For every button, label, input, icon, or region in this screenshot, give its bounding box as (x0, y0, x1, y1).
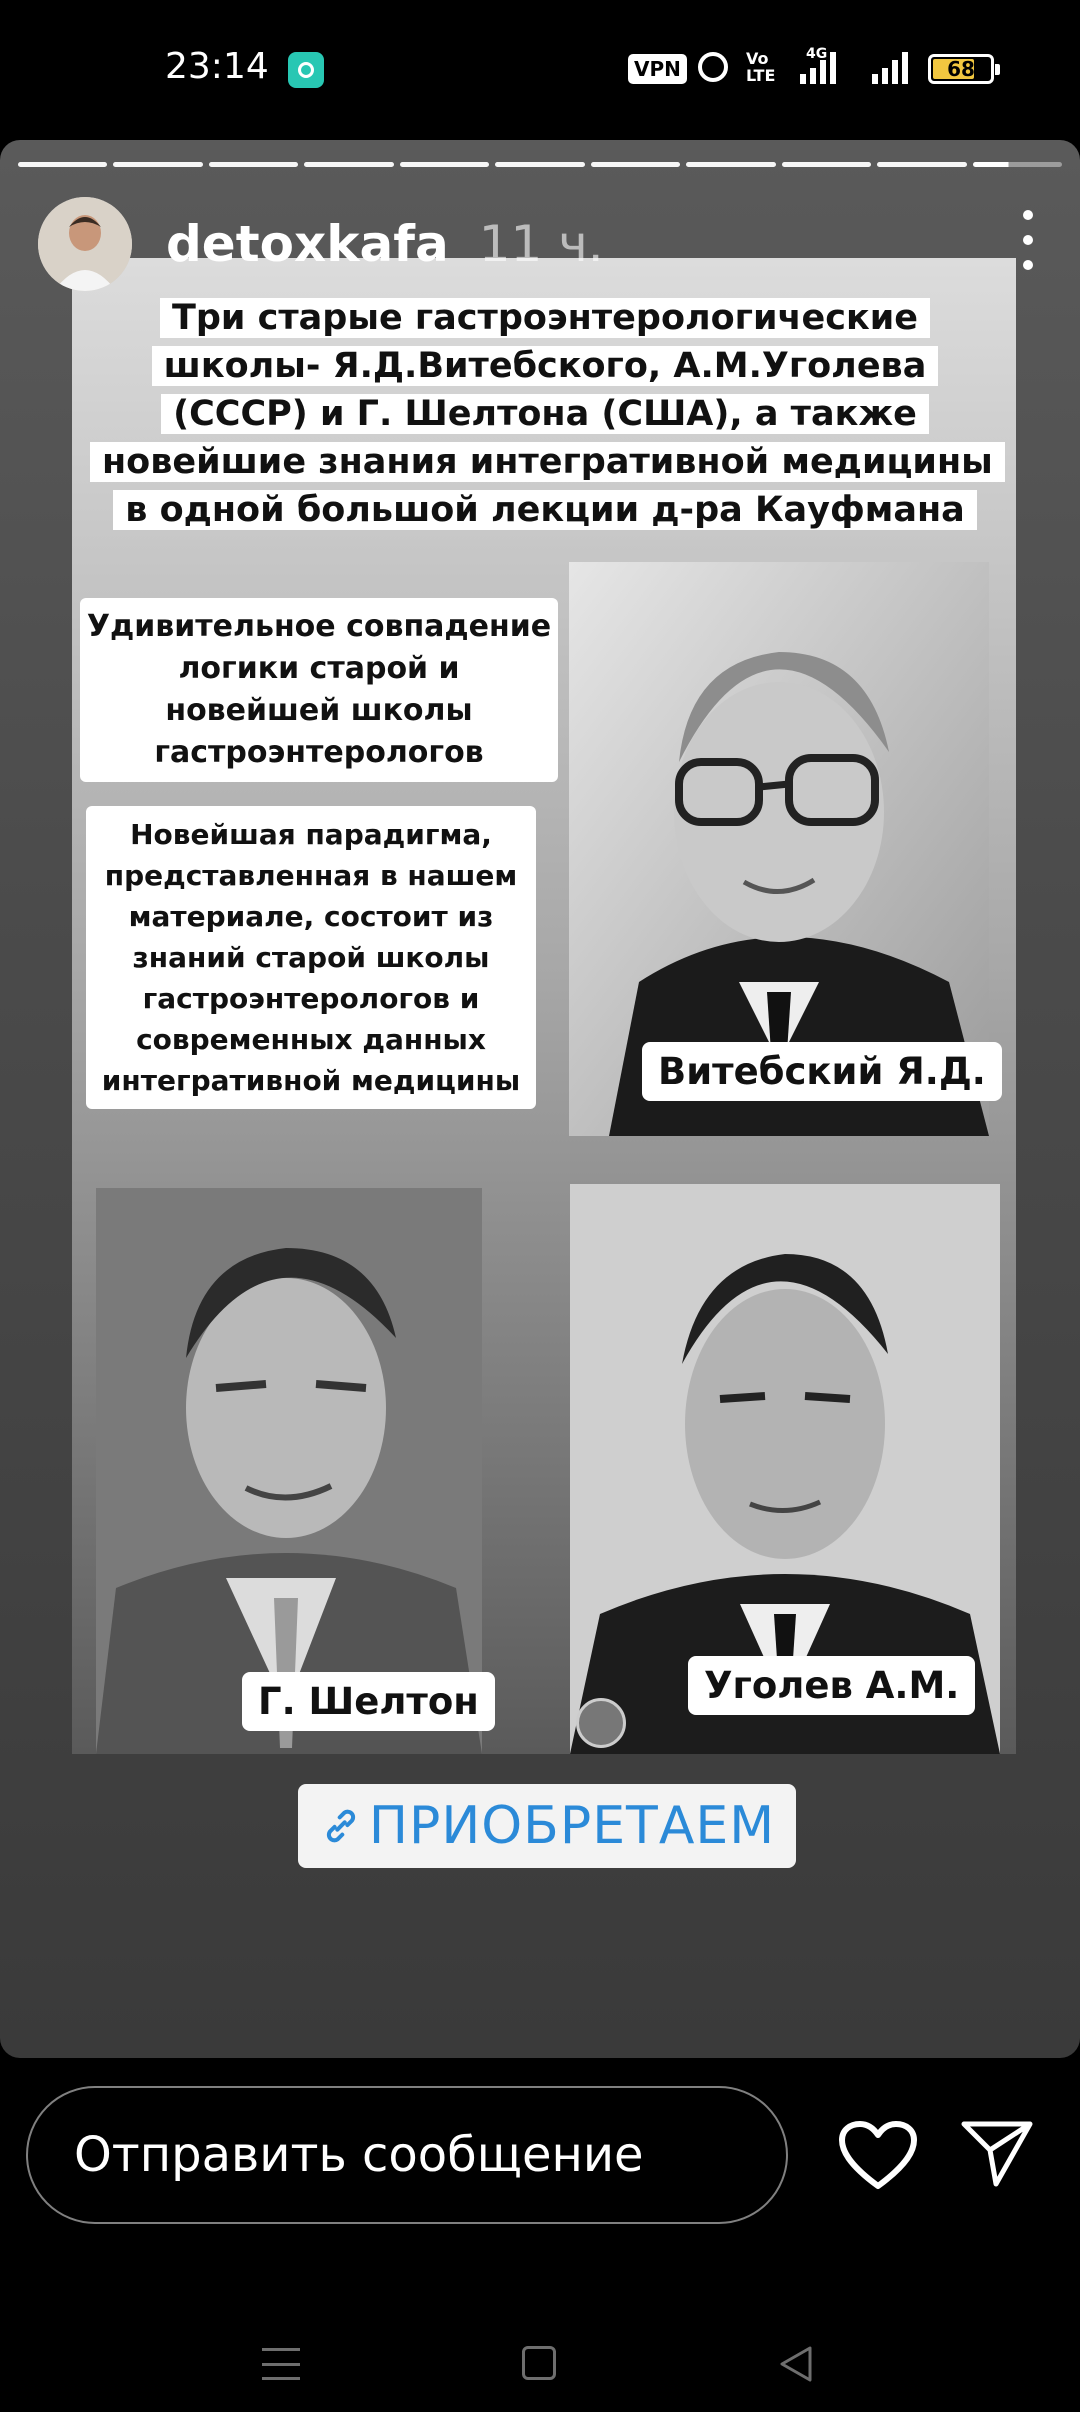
story-progress-segment (304, 162, 393, 167)
more-options-button[interactable] (1008, 210, 1048, 270)
story-progress-segment (400, 162, 489, 167)
story-headline: Три старые гастроэнтерологические школы- Я.Д.Витебского, А.М.Уголева (СССР) и Г. Шелтона (США), а также новейшие знания интегративной медицины в одной большой лекции д-ра Кауфмана (90, 294, 1000, 534)
battery-icon (928, 54, 994, 84)
name-tag-shelton: Г. Шелтон (242, 1672, 495, 1731)
send-message-input[interactable]: Отправить сообщение (26, 2086, 788, 2224)
story-note-1: Удивительное совпадение логики старой и новейшей школы гастроэнтерологов (80, 598, 558, 782)
signal-icon (872, 50, 908, 84)
recent-apps-button[interactable] (262, 2348, 300, 2380)
app-notification-icon (288, 52, 324, 88)
story-progress-segment (782, 162, 871, 167)
signal-4g-icon: 4G (800, 50, 836, 84)
link-icon (319, 1804, 363, 1848)
name-tag-vitebsky: Витебский Я.Д. (642, 1042, 1002, 1101)
avatar[interactable] (38, 197, 132, 291)
heart-icon[interactable] (838, 2120, 918, 2192)
story-progress-segment (209, 162, 298, 167)
home-button[interactable] (522, 2346, 556, 2380)
time-ago: 11 ч. (478, 215, 604, 273)
story-viewer[interactable] (0, 140, 1080, 2058)
story-progress-segment (973, 162, 1062, 167)
link-sticker-button[interactable] (298, 1784, 796, 1868)
alarm-icon (698, 52, 728, 82)
story-header (38, 196, 604, 292)
story-progress-segment (18, 162, 107, 167)
story-progress-segment (495, 162, 584, 167)
watermark-logo-icon (576, 1698, 626, 1748)
send-icon[interactable] (958, 2114, 1036, 2192)
back-button[interactable] (776, 2344, 816, 2384)
link-sticker-label: ПРИОБРЕТАЕМ (368, 1796, 776, 1856)
story-progress-segment (591, 162, 680, 167)
story-progress-bar (18, 162, 1062, 167)
status-bar (0, 0, 1080, 140)
story-progress-segment (877, 162, 966, 167)
volte-icon: Vo LTE (746, 49, 776, 85)
name-tag-ugolev: Уголев А.М. (688, 1656, 975, 1715)
more-dot-icon (1023, 210, 1033, 220)
status-time: 23:14 (165, 46, 269, 87)
navigation-bar (0, 2290, 1080, 2412)
username[interactable]: detoxkafa (166, 215, 449, 273)
story-progress-segment (113, 162, 202, 167)
story-progress-segment (686, 162, 775, 167)
battery-level: 68 (947, 57, 975, 81)
portrait-shelton (96, 1188, 482, 1754)
more-dot-icon (1023, 260, 1033, 270)
story-content[interactable] (72, 258, 1016, 1754)
vpn-icon: VPN (628, 54, 687, 84)
story-note-2: Новейшая парадигма, представленная в нашем материале, состоит из знаний старой школы гастроэнтерологов и современных данных интегративной медицины (86, 806, 536, 1109)
more-dot-icon (1023, 235, 1033, 245)
